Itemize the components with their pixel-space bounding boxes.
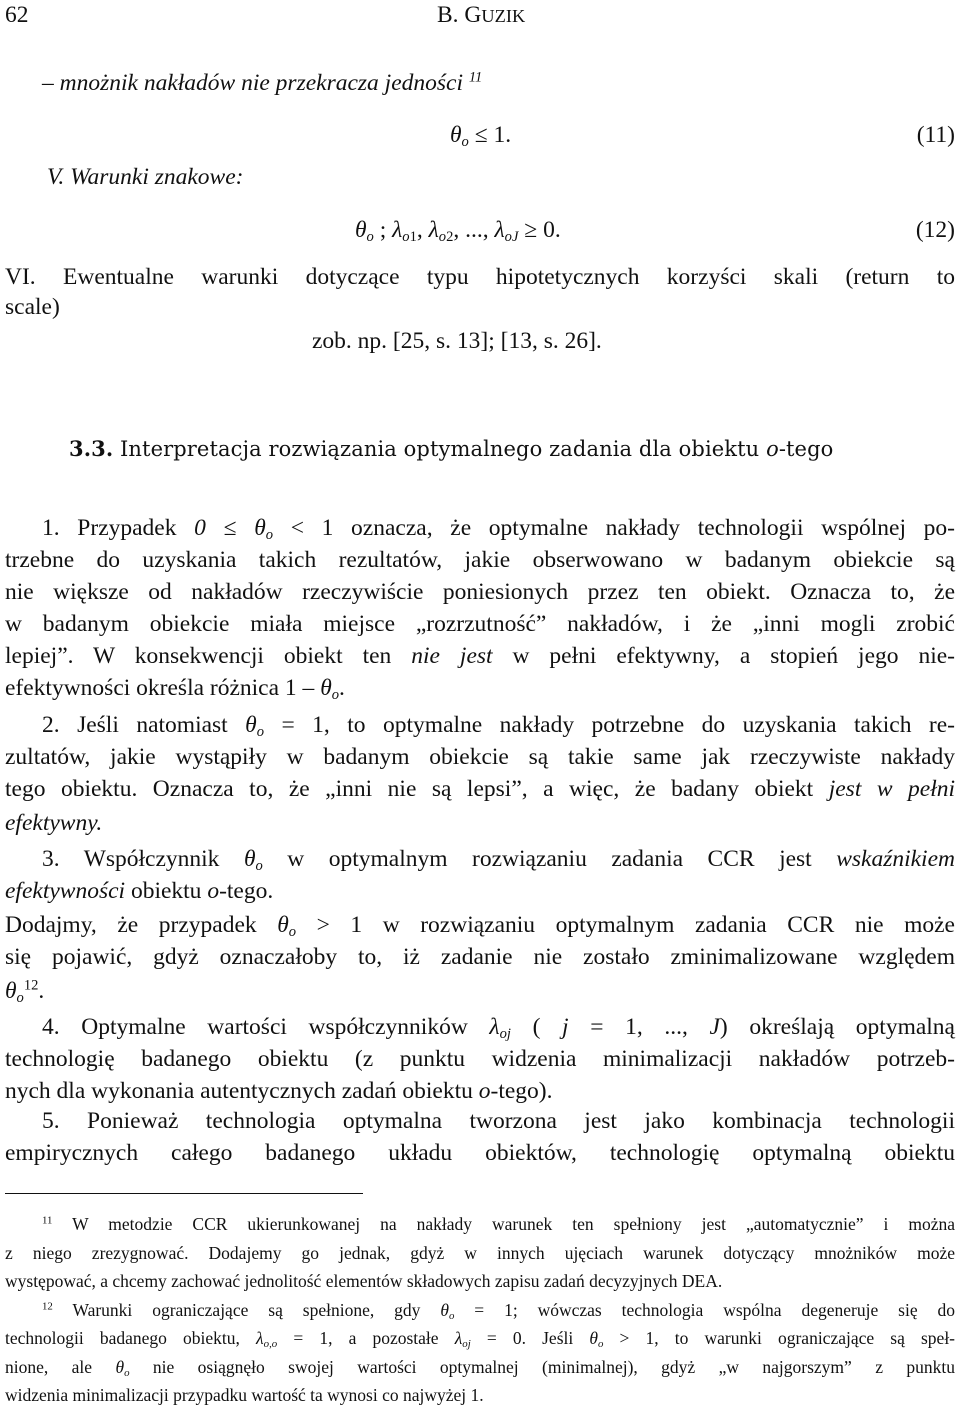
para2-line2: zultatów, jakie wystąpiły w badanym obiekcie są takie same jak rzeczywiste nakłady xyxy=(5,744,955,770)
para1-line5: lepiej”. W konsekwencji obiekt ten nie jest w pełni efektywny, a stopień jego nie- xyxy=(5,643,955,669)
para2-line1: 2. Jeśli natomiast $\theta_o = 1$, to optymalne nakłady potrzebne do uzyskania takich re- xyxy=(42,712,955,741)
section-vi-line-1: VI. Ewentualne warunki dotyczące typu hipotetycznych korzyści skali (return to xyxy=(5,264,955,290)
footnote-12-line4: widzenia minimalizacji przypadku wartość ta wynosi co najwyżej 1. xyxy=(5,1385,484,1405)
section-vi-line-2: scale) xyxy=(5,294,60,320)
para4-line1: 4. Optymalne wartości współczynników $\lambda_{oj}$ ( j = 1, ..., J) określają optymalną xyxy=(42,1014,955,1043)
footnote-12-line2: technologii badanego obiektu, $\lambda_{o,o} = 1$, a pozostałe $\lambda_{oj} = 0$. Jeśli $\theta_o > 1$, to warunki ograniczające są speł- xyxy=(5,1328,956,1351)
running-head-author: B. GUZIK xyxy=(437,2,526,28)
para1-line6: efektywności określa różnica $1 - \theta_o$. xyxy=(5,675,345,704)
para2-line4: efektywny. xyxy=(5,810,103,836)
section-v-heading: V. Warunki znakowe: xyxy=(47,164,244,190)
footnote-12-line3: nione, ale $\theta_o$ nie osiągnęło swojej wartości optymalnej (minimalnej), gdyż „w najgorszym” z punktu xyxy=(5,1357,955,1380)
equation-12-number: (12) xyxy=(915,217,955,243)
equation-11: $\theta_o \le 1$. xyxy=(450,122,512,151)
multiplier-condition-item: – mnożnik nakładów nie przekracza jedności $^{11}$ xyxy=(42,69,483,96)
para3b-line2: się pojawić, gdyż oznaczałoby to, iż zadanie nie zostało zminimalizowane względem xyxy=(5,944,955,970)
para4-line2: technologię badanego obiektu (z punktu widzenia minimalizacji nakładów potrzeb- xyxy=(5,1046,955,1072)
section-heading: 3.3. Interpretacja rozwiązania optymalnego zadania dla obiektu o-tego xyxy=(69,436,834,461)
para2-line3: tego obiektu. Oznacza to, że „inni nie są lepsi”, a więc, że badany obiekt jest w pełni xyxy=(5,776,956,802)
para1-line4: w badanym obiekcie miała miejsce „rozrzutność” nakładów, i że „inni mogli zrobić xyxy=(5,611,955,637)
page-number: 62 xyxy=(5,2,29,28)
footnote-ref-11: 11 xyxy=(468,69,483,86)
footnote-12-line1: $^{12}$ Warunki ograniczające są spełnione, gdy $\theta_o = 1$; wówczas technologia wspólna degeneruje się do xyxy=(42,1300,956,1323)
para5-line2: empirycznych całego badanego układu obiektów, technologię optymalną obiektu xyxy=(5,1140,955,1166)
para5-line1: 5. Ponieważ technologia optymalna tworzona jest jako kombinacja technologii xyxy=(42,1108,955,1134)
para3b-line3: $\theta_o^{12}$. xyxy=(5,977,45,1007)
footnote-11-line3: występować, a chcemy zachować jednolitość elementów składowych zapisu zadań decyzyjnych DEA. xyxy=(5,1271,723,1291)
para3b-line1: Dodajmy, że przypadek $\theta_o > 1$ w rozwiązaniu optymalnym zadania CCR nie może xyxy=(5,912,955,941)
para4-line3: nych dla wykonania autentycznych zadań obiektu o-tego). xyxy=(5,1078,553,1104)
para3-line2: efektywności obiektu o-tego. xyxy=(5,878,274,904)
literature-reference: zob. np. [25, s. 13]; [13, s. 26]. xyxy=(312,328,602,354)
para1-line3: nie większe od nakładów rzeczywiście poniesionych przez ten obiekt. Oznacza to, że xyxy=(5,579,955,605)
para1-line1: 1. Przypadek $0 \le \theta_o < 1$ oznacza, że optymalne nakłady technologii wspólnej po- xyxy=(42,515,956,544)
equation-11-number: (11) xyxy=(916,122,955,148)
footnote-11-line1: $^{11}$ W metodzie CCR ukierunkowanej na nakłady warunek ten spełniony jest „automatycznie” i można xyxy=(42,1214,955,1234)
footnote-separator xyxy=(5,1193,363,1194)
equation-12: $\theta_o$ ; $\lambda_{o1}$, $\lambda_{o2}$, ..., $\lambda_{oJ} \ge 0$. xyxy=(355,217,561,246)
footnote-11-line2: z niego zrezygnować. Dodajemy go jednak, gdyż w innych ujęciach warunek dotyczący mnożników może xyxy=(5,1243,955,1263)
para1-line2: trzebne do uzyskania takich rezultatów, jakie obserwowano w badanym obiekcie są xyxy=(5,547,955,573)
para3-line1: 3. Współczynnik $\theta_o$ w optymalnym rozwiązaniu zadania CCR jest wskaźnikiem xyxy=(42,846,955,875)
